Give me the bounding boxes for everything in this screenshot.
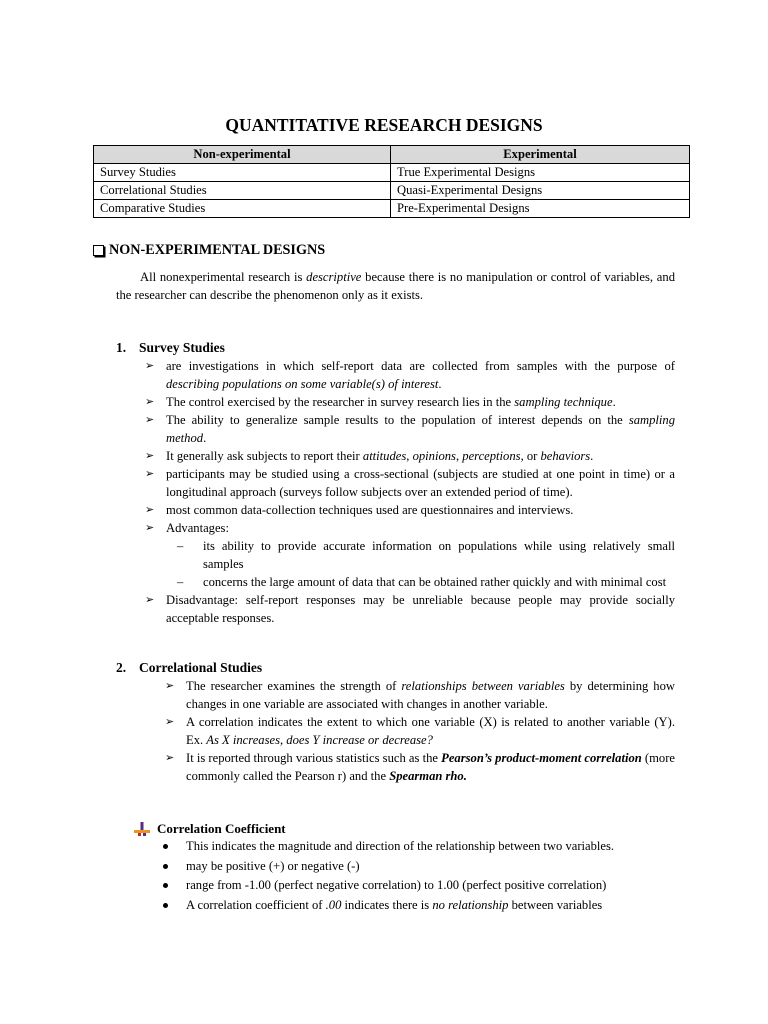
text-run: Spearman rho. — [389, 769, 467, 783]
text-run: .00 — [325, 897, 342, 912]
text-run: It is reported through various statistics such as the — [186, 751, 442, 765]
pin-icon — [134, 822, 150, 836]
arrow-icon: ➢ — [145, 468, 155, 480]
list-number: 1. — [116, 340, 127, 355]
heading-text: Survey Studies — [139, 340, 225, 355]
text-run: descriptive — [306, 270, 362, 284]
text-run: behaviors — [540, 449, 591, 463]
correlational-list — [165, 677, 675, 785]
text-run: its ability to provide accurate information on populations while using relatively small samples — [203, 539, 675, 571]
text-run: , — [406, 449, 413, 463]
bullet-icon — [163, 883, 168, 888]
text-run: . — [438, 377, 442, 391]
list-item — [166, 573, 675, 591]
text-run: A correlation indicates the extent to which one variable (X) is related to another variable (Y). Ex. — [186, 715, 675, 747]
text-run: Pearson’s product-moment correlation — [441, 751, 642, 765]
text-run: attitudes — [362, 449, 407, 463]
text-run: between variables — [508, 897, 603, 912]
text-run: . — [590, 449, 594, 463]
text-run: concerns the large amount of data that can be obtained rather quickly and with minimal cost — [203, 575, 667, 589]
table-row — [94, 200, 690, 218]
arrow-icon: ➢ — [145, 504, 155, 516]
list-item — [145, 411, 675, 447]
correlational-heading — [116, 659, 262, 677]
list-item — [165, 749, 675, 785]
list-item — [145, 465, 675, 501]
text-run: perceptions — [462, 449, 521, 463]
table-header: Non-experimental — [94, 146, 391, 164]
text-run: indicates there is — [341, 897, 433, 912]
text-run: , — [455, 449, 463, 463]
arrow-icon: ➢ — [165, 716, 175, 728]
table-cell: Comparative Studies — [94, 200, 391, 218]
section-heading-text: NON-EXPERIMENTAL DESIGNS — [109, 242, 326, 258]
table-cell: True Experimental Designs — [391, 164, 690, 182]
arrow-icon: ➢ — [165, 752, 175, 764]
text-run: relationships between variables — [401, 679, 565, 693]
table-header-row — [94, 146, 690, 164]
text-run: The control exercised by the researcher in survey research lies in the — [166, 395, 515, 409]
advantages-list — [166, 537, 675, 591]
table-cell: Quasi-Experimental Designs — [391, 182, 690, 200]
intro-paragraph — [116, 268, 675, 304]
list-item — [186, 876, 686, 896]
text-run: may be positive (+) or negative (-) — [186, 858, 360, 873]
list-item — [145, 357, 675, 393]
text-run: sampling method — [166, 413, 675, 445]
text-run: range from -1.00 (perfect negative correlation) to 1.00 (perfect positive correlation) — [186, 878, 607, 892]
coefficient-heading — [134, 820, 286, 838]
table-cell: Correlational Studies — [94, 182, 391, 200]
arrow-icon: ➢ — [145, 360, 155, 372]
dash-icon: – — [177, 539, 184, 553]
text-run: Advantages: — [166, 521, 229, 535]
text-run: , or — [520, 449, 541, 463]
list-item — [186, 857, 686, 877]
list-item — [165, 677, 675, 713]
text-run: As X increases, does Y increase or decrease? — [206, 733, 433, 747]
arrow-icon: ➢ — [145, 414, 155, 426]
text-run: A correlation coefficient of — [186, 897, 326, 912]
text-run: The researcher examines the strength of — [186, 679, 402, 693]
text-run: participants may be studied using a cross-sectional (subjects are studied at one point in time) or a longitudinal approach (surveys follow subjects over an extended period of time). — [166, 467, 675, 499]
text-run: sampling technique — [514, 395, 613, 409]
list-item — [166, 537, 675, 573]
text-run: (more commonly called the Pearson r) and the — [186, 751, 675, 783]
list-number: 2. — [116, 660, 127, 675]
arrow-icon: ➢ — [145, 522, 155, 534]
heading-text: Correlational Studies — [139, 660, 263, 675]
list-item — [145, 591, 675, 627]
coefficient-list — [186, 837, 686, 915]
text-run: All nonexperimental research is — [140, 270, 307, 284]
text-run: by determining how changes in one variable are associated with changes in another variable. — [186, 679, 675, 711]
arrow-icon: ➢ — [145, 450, 155, 462]
designs-table — [93, 145, 690, 218]
arrow-icon: ➢ — [145, 594, 155, 606]
table-cell: Pre-Experimental Designs — [391, 200, 690, 218]
text-run: most common data-collection techniques used are questionnaires and interviews. — [166, 503, 574, 517]
text-run: are investigations in which self-report data are collected from samples with the purpose of — [166, 359, 675, 373]
list-item — [165, 713, 675, 749]
list-item — [145, 519, 675, 591]
table-row — [94, 182, 690, 200]
text-run: It generally ask subjects to report their — [166, 449, 363, 463]
list-item — [186, 896, 686, 916]
list-item — [186, 837, 686, 857]
arrow-icon: ➢ — [145, 396, 155, 408]
bullet-icon — [163, 844, 168, 849]
heading-text: Correlation Coefficient — [157, 821, 286, 836]
bullet-icon — [163, 864, 168, 869]
list-item — [145, 393, 675, 411]
section-heading — [93, 241, 325, 259]
arrow-icon: ➢ — [165, 680, 175, 692]
survey-list — [145, 357, 675, 627]
survey-heading — [116, 339, 225, 357]
table-header: Experimental — [391, 146, 690, 164]
text-run: The ability to generalize sample results to the population of interest depends on the — [166, 413, 629, 427]
page-title: QUANTITATIVE RESEARCH DESIGNS — [225, 115, 543, 135]
bullet-icon — [163, 903, 168, 908]
text-run: . — [612, 395, 616, 409]
text-run: no relationship — [432, 897, 509, 912]
text-run: This indicates the magnitude and direction of the relationship between two variables. — [186, 839, 615, 853]
text-run: Disadvantage: self-report responses may be unreliable because people may provide socially acceptable responses. — [166, 593, 675, 625]
text-run: because there is no manipulation or control of variables, and the researcher can describe the phenomenon only as it exists. — [116, 270, 675, 302]
list-item — [145, 501, 675, 519]
text-run: . — [203, 431, 207, 445]
list-item — [145, 447, 675, 465]
checkbox-icon — [93, 245, 104, 256]
dash-icon: – — [177, 575, 184, 589]
table-row — [94, 164, 690, 182]
text-run: opinions — [412, 449, 456, 463]
text-run: describing populations on some variable(s) of interest — [166, 377, 439, 391]
table-cell: Survey Studies — [94, 164, 391, 182]
